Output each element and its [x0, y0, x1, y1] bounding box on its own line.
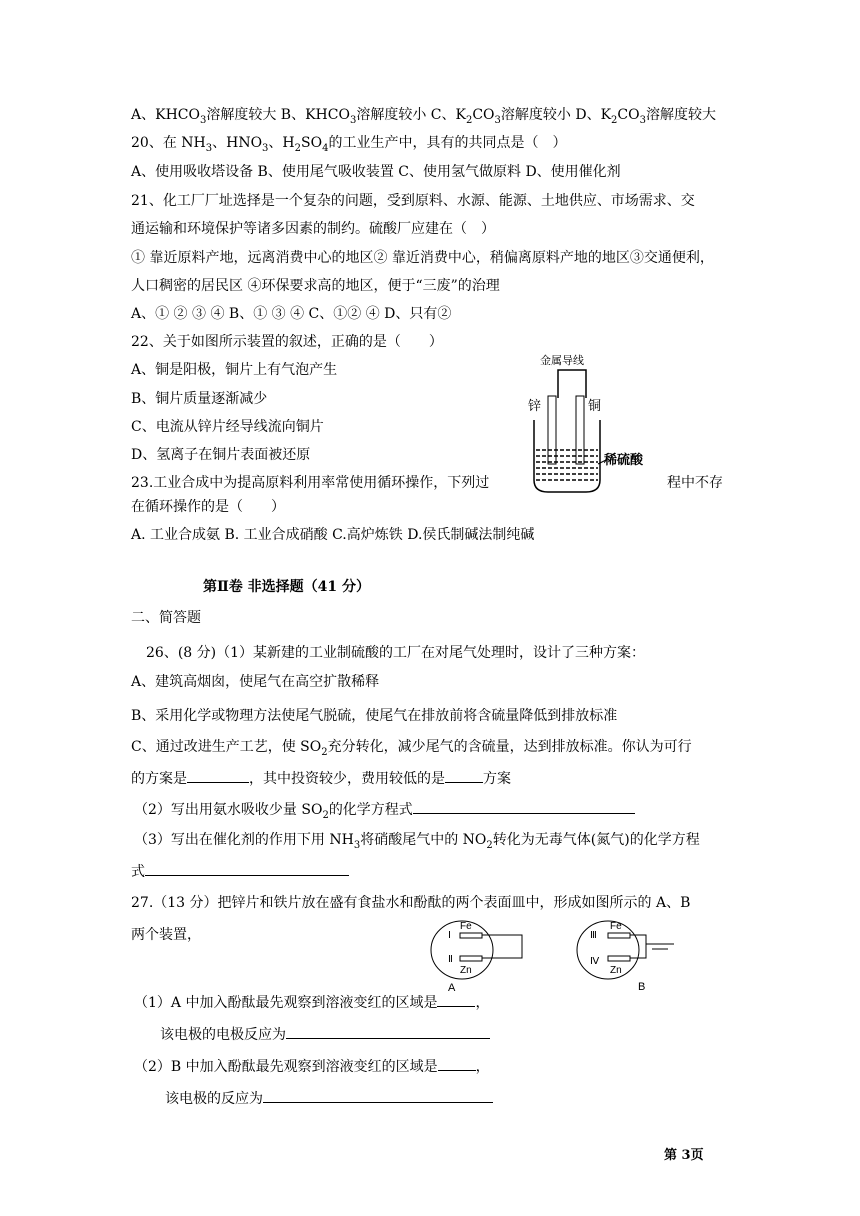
svg-text:Zn: Zn: [460, 965, 472, 976]
device-a-diagram: [428, 918, 538, 994]
svg-text:Ⅲ: Ⅲ: [590, 930, 597, 941]
answer-blank-feasible[interactable]: [187, 768, 249, 783]
answer-blank-nox-eq[interactable]: [145, 861, 349, 876]
svg-text:Fe: Fe: [460, 921, 472, 932]
svg-text:Zn: Zn: [610, 965, 622, 976]
svg-text:Ⅰ: Ⅰ: [448, 930, 451, 941]
q26-part-3: （3）写出在催化剂的作用下用 $NH_3$将硝酸尾气中的 $NO_2$转化为无毒气体(氮气)的化学方程: [134, 832, 700, 851]
answer-blank-b-reaction[interactable]: [263, 1088, 493, 1103]
q22-option-a: A、铜是阳极，铜片上有气泡产生: [131, 362, 338, 378]
q21-stem-2: 通运输和环境保护等诸多因素的制约。硫酸厂应建在（ ）: [131, 221, 495, 237]
acid-label: 稀硫酸: [604, 452, 644, 467]
q26-part-2: （2）写出用氨水吸收少量 $SO_2$的化学方程式: [134, 799, 635, 820]
q27-stem-1: 27.（13 分）把锌片和铁片放在盛有食盐水和酚酞的两个表面皿中，形成如图所示的 A、B: [131, 895, 691, 911]
zinc-plate: [548, 396, 556, 464]
q26-option-c: C、通过改进生产工艺，使 $SO_2$充分转化，减少尾气的含硫量，达到排放标准。你认为可行: [131, 739, 692, 758]
q22-option-c: C、电流从锌片经导线流向铜片: [131, 419, 324, 435]
q23-stem-right: 程中不存: [667, 475, 723, 491]
svg-text:Fe: Fe: [610, 921, 622, 932]
q26-option-a: A、建筑高烟囱，使尾气在高空扩散稀释: [131, 674, 380, 690]
section-subtitle: 二、简答题: [131, 610, 201, 626]
device-b-label: B: [638, 981, 646, 993]
acid-liquid: [536, 450, 598, 480]
q20-options: A、使用吸收塔设备 B、使用尾气吸收装置 C、使用氢气做原料 D、使用催化剂: [131, 164, 621, 180]
copper-label: 铜: [588, 398, 602, 413]
zinc-label: 锌: [528, 398, 542, 413]
q23-stem-left: 23.工业合成中为提高原料利用率常使用循环操作，下列过: [131, 475, 490, 491]
q23-stem-2: 在循环操作的是（ ）: [131, 499, 285, 515]
q26-stem: 26、(8 分)（1）某新建的工业制硫酸的工厂在对尾气处理时，设计了三种方案：: [146, 645, 646, 661]
answer-blank-cheapest[interactable]: [445, 768, 483, 783]
answer-blank-b-region[interactable]: [438, 1056, 476, 1071]
copper-plate: [576, 396, 584, 464]
answer-blank-ammonia-eq[interactable]: [413, 799, 635, 814]
q26-part-3-end: 式: [131, 861, 349, 882]
q21-choices-2: 人口稠密的居民区 ④环保要求高的地区，便于“三废”的治理: [131, 278, 500, 294]
answer-blank-a-reaction[interactable]: [286, 1024, 490, 1039]
svg-text:Ⅱ: Ⅱ: [448, 954, 453, 965]
q22-stem: 22、关于如图所示装置的叙述，正确的是（ ）: [131, 334, 443, 350]
q22-option-d: D、氢离子在铜片表面被还原: [131, 447, 311, 463]
q23-options: A. 工业合成氨 B. 工业合成硝酸 C.高炉炼铁 D.侯氏制碱法制纯碱: [131, 527, 535, 543]
device-a-label: A: [448, 982, 456, 994]
q27-part-1: （1）A 中加入酚酞最先观察到溶液变红的区域是 ，: [134, 992, 489, 1013]
q27-part-1b: 该电极的电极反应为: [160, 1024, 490, 1045]
q20-stem: 20、在 $NH_3$、$HNO_3$、$H_2SO_4$的工业生产中，具有的共同点是（ ）: [131, 135, 567, 154]
q26-option-b: B、采用化学或物理方法使尾气脱硫，使尾气在排放前将含硫量降低到排放标准: [131, 708, 618, 724]
q27-part-2b: 该电极的反应为: [165, 1088, 493, 1109]
q21-options: A、① ② ③ ④ B、① ③ ④ C、①② ④ D、只有②: [131, 306, 452, 322]
answer-blank-a-region[interactable]: [437, 992, 475, 1007]
device-b-diagram: [574, 918, 684, 994]
q22-option-b: B、铜片质量逐渐减少: [131, 391, 268, 407]
q21-stem-1: 21、化工厂厂址选择是一个复杂的问题，受到原料、水源、能源、土地供应、市场需求、交: [131, 193, 695, 209]
page-number: 第 3页: [664, 1148, 704, 1163]
q21-choices-1: ① 靠近原料产地，远离消费中心的地区② 靠近消费中心，稍偏离原料产地的地区③交通便利，: [131, 250, 714, 266]
q19-options: A、$KHCO_3$溶解度较大 B、$KHCO_3$溶解度较小 C、$K_2CO_3$溶解度较小 D、$K_2CO_3$溶解度较大: [131, 107, 716, 126]
section-title: 第Ⅱ卷 非选择题（41 分）: [203, 579, 371, 595]
q27-stem-2: 两个装置，: [131, 927, 201, 943]
svg-text:Ⅳ: Ⅳ: [590, 956, 600, 967]
q27-part-2: （2）B 中加入酚酞最先观察到溶液变红的区域是 ，: [134, 1056, 490, 1077]
galvanic-cell-diagram: [524, 352, 674, 502]
wire-label: 金属导线: [540, 355, 584, 367]
q26-answer-line-1: 的方案是 ，其中投资较少，费用较低的是 方案: [131, 768, 511, 789]
